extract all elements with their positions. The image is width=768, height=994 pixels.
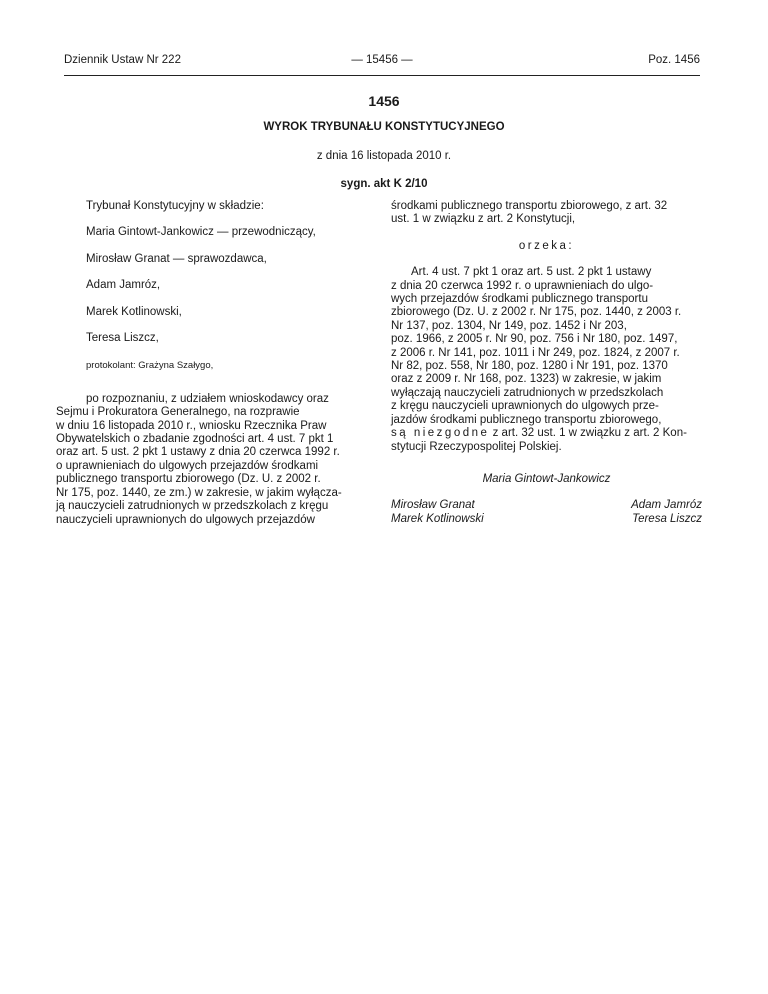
member: Adam Jamróz, [86,279,161,292]
member: Marek Kotlinowski, [86,305,182,318]
verdict-emphasis: są niezgodne [391,427,490,440]
verdict-line: jazdów środkami publicznego transportu zbiorowego, [391,413,662,426]
body-line: nauczycieli uprawnionych do ulgowych przejazdów [56,513,315,526]
verdict-line: stytucji Rzeczypospolitej Polskiej. [391,440,562,453]
body-line: ją nauczycieli zatrudnionych w przedszkolach z kręgu [56,500,329,513]
body-line: publicznego transportu zbiorowego (Dz. U. z 2002 r. [56,473,321,486]
header-rule [64,75,700,76]
signature: Mirosław Granat [391,499,475,512]
body-line: po rozpoznaniu, z udziałem wnioskodawcy oraz [86,392,329,405]
verdict [391,266,702,454]
verdict-line: wyłączają nauczycieli zatrudnionych w przedszkolach [391,386,664,399]
verdict-line-emphasis [391,427,702,440]
signature: Marek Kotlinowski [391,512,484,525]
case-signature: sygn. akt K 2/10 [340,178,428,190]
document-title: WYROK TRYBUNAŁU KONSTYTUCYJNEGO [263,121,505,133]
court-intro: Trybunał Konstytucyjny w składzie: [86,200,264,212]
verdict-line: poz. 1966, z 2005 r. Nr 90, poz. 756 i Nr 180, poz. 1497, [391,333,678,346]
page-number: — 15456 — [351,54,413,66]
left-column [56,200,376,527]
clerk: protokolant: Grażyna Szałygo, [86,360,214,372]
member-rapporteur: Mirosław Granat — sprawozdawca, [86,252,267,265]
page-header [64,54,700,70]
continuation-line: ust. 1 w związku z art. 2 Konstytucji, [391,213,576,226]
verdict-line: Nr 137, poz. 1304, Nr 149, poz. 1452 i Nr 203, [391,319,627,332]
right-column [391,200,702,526]
position-number: Poz. 1456 [648,54,700,66]
signature: Teresa Liszcz [632,512,702,525]
continuation-line: środkami publicznego transportu zbiorowego, z art. 32 [391,200,668,212]
body-line: Nr 175, poz. 1440, ze zm.) w zakresie, w jakim wyłącza- [56,486,342,499]
signature: Adam Jamróz [631,499,702,512]
body-line: o uprawnieniach do ulgowych przejazdów środkami [56,459,319,472]
body-line: Sejmu i Prokuratora Generalnego, na rozprawie [56,406,300,419]
verdict-line: oraz z 2009 r. Nr 168, poz. 1323) w zakresie, w jakim [391,373,662,386]
verdict-line: z dnia 20 czerwca 1992 r. o uprawnieniach do ulgo- [391,279,654,292]
body-line: Obywatelskich o zbadanie zgodności art. 4 ust. 7 pkt 1 [56,433,334,446]
signatures-left [391,499,484,526]
verdict-after-emphasis: z art. 32 ust. 1 w związku z art. 2 Kon- [489,427,687,440]
journal-name: Dziennik Ustaw Nr 222 [64,54,181,66]
verdict-line: Nr 82, poz. 558, Nr 180, poz. 1280 i Nr 191, poz. 1370 [391,360,668,373]
ruling-intro [56,393,376,527]
verdict-line: wych przejazdów środkami publicznego transportu [391,293,648,306]
document-number: 1456 [368,93,400,109]
verdict-line: z kręgu nauczycieli uprawnionych do ulgowych prze- [391,400,659,413]
verdict-line: zbiorowego (Dz. U. z 2002 r. Nr 175, poz. 1440, z 2003 r. [391,306,682,319]
verdict-line: z 2006 r. Nr 141, poz. 1011 i Nr 249, poz. 1824, z 2007 r. [391,346,680,359]
signature-chair: Maria Gintowt-Jankowicz [482,472,611,485]
signatures [391,499,702,526]
signatures-right [631,499,702,526]
orzeka-heading: orzeka: [518,239,575,252]
body-line: oraz art. 5 ust. 2 pkt 1 ustawy z dnia 20 czerwca 1992 r. [56,446,340,459]
member-chair: Maria Gintowt-Jankowicz — przewodniczący, [86,226,316,239]
verdict-line: Art. 4 ust. 7 pkt 1 oraz art. 5 ust. 2 pkt 1 ustawy [411,266,652,279]
member: Teresa Liszcz, [86,332,159,345]
body-line: w dniu 16 listopada 2010 r., wniosku Rzecznika Praw [56,419,327,432]
document-date: z dnia 16 listopada 2010 r. [316,150,452,162]
